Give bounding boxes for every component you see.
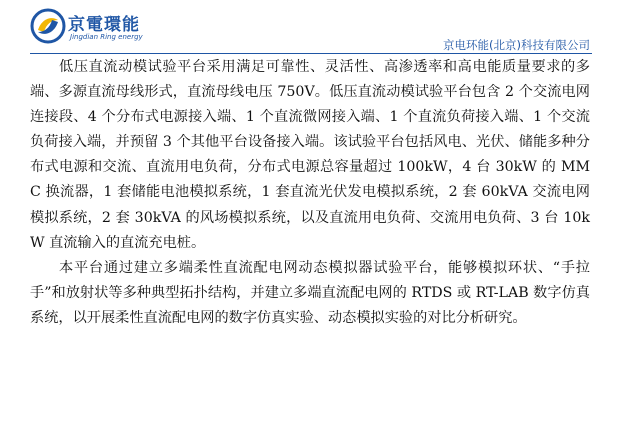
logo-mark-icon xyxy=(30,8,66,44)
company-name: 京电环能(北京)科技有限公司 xyxy=(443,38,590,52)
document-body xyxy=(30,55,590,331)
paragraph-platform-description: 低压直流动模试验平台采用满足可靠性、灵活性、高渗透率和高电能质量要求的多端、多源直流母线形式，直流母线电压 750V。低压直流动模试验平台包含 2 个交流电网连接段、4 个分布式电源接入端、1 个直流微网接入端、1 个直流负荷接入端、1 个交流负荷接入端，并预留 3 个其他平台设备接入端。该试验平台包括风电、光伏、储能多种分布式电源和交流、直流用电负荷，分布式电源总容量超过 100kW，4 台 30kW 的 MMC 换流器，1 套储能电池模拟系统，1 套直流光伏发电模拟系统，2 套 60kVA 交流电网模拟系统，2 套 30kVA 的风场模拟系统，以及直流用电负荷、交流用电负荷、3 台 10kW 直流输入的直流充电桩。 xyxy=(30,59,590,251)
logo-subtitle: Jingdian Ring energy xyxy=(70,33,143,41)
company-logo xyxy=(30,6,180,50)
header-divider xyxy=(30,53,592,54)
page-header xyxy=(0,0,630,54)
paragraph-platform-purpose: 本平台通过建立多端柔性直流配电网动态模拟器试验平台，能够模拟环状、“手拉手”和放射状等多种典型拓扑结构，并建立多端直流配电网的 RTDS 或 RT-LAB 数字仿真系统，以开展柔性直流配电网的数字仿真实验、动态模拟实验的对比分析研究。 xyxy=(30,259,590,326)
logo-name: 京電環能 xyxy=(68,15,140,35)
